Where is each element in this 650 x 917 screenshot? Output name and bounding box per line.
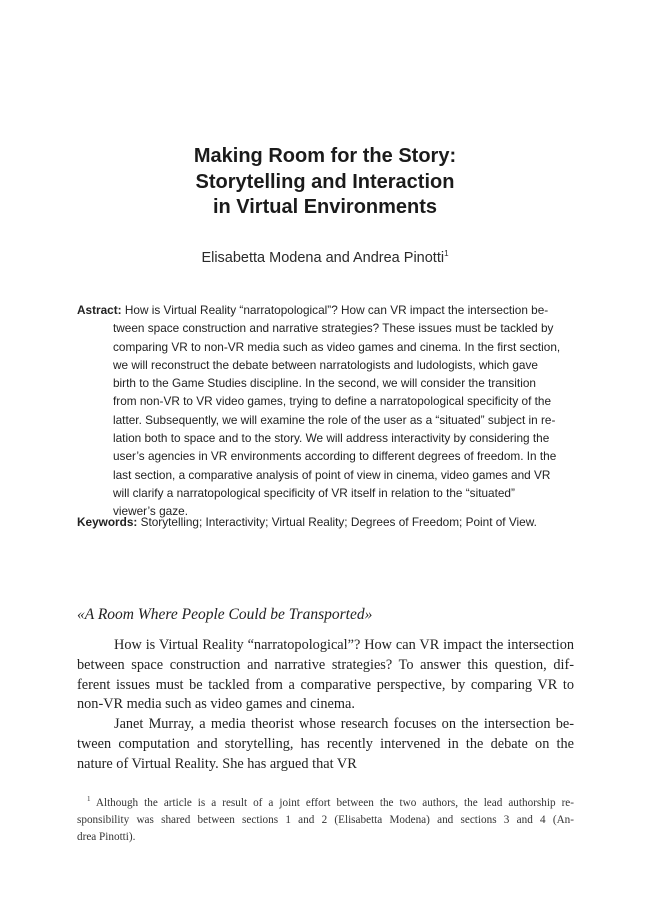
keywords	[77, 515, 577, 529]
body-line: between space construction and narrative strategies? To answer this question, dif-	[77, 656, 574, 673]
footnote-line	[77, 791, 574, 812]
body-line: non-VR media such as video games and cinema.	[77, 696, 355, 713]
footnote-text: Although the article is a result of a joint effort between the two authors, the lead authorship re-	[95, 797, 574, 809]
abstract-line: user’s agencies in VR environments according to different degrees of freedom. In the	[113, 449, 557, 464]
author-names: Elisabetta Modena and Andrea Pinotti	[201, 250, 445, 266]
keywords-text: Storytelling; Interactivity; Virtual Reality; Degrees of Freedom; Point of View.	[140, 515, 537, 529]
footnote-line: drea Pinotti).	[77, 831, 136, 843]
abstract-line: will clarify a narratopological specificity of VR itself in relation to the “situated”	[113, 485, 515, 500]
abstract-line: lation both to space and to the story. We will address interactivity by considering the	[113, 431, 550, 446]
abstract-line: we will reconstruct the debate between narratologists and ludologists, which gave	[113, 357, 538, 372]
title-line: Making Room for the Story:	[193, 145, 457, 167]
paper-title	[0, 144, 650, 221]
abstract-text: How is Virtual Reality “narratopological”? How can VR impact the intersection be-	[124, 303, 549, 317]
title-line: in Virtual Environments	[212, 196, 438, 218]
abstract	[77, 301, 573, 521]
footnote	[77, 791, 574, 846]
abstract-line: tween space construction and narrative strategies? These issues must be tackled by	[113, 321, 554, 336]
abstract-line: from non-VR to VR video games, trying to define a narratopological specificity of the	[113, 394, 552, 409]
body-line: nature of Virtual Reality. She has argued that VR	[77, 755, 357, 772]
footnote-line: sponsibility was shared between sections 1 and 2 (Elisabetta Modena) and sections 3 and 4 (An-	[77, 814, 574, 826]
title-line: Storytelling and Interaction	[195, 170, 455, 193]
body-text	[77, 636, 574, 775]
section-heading: «A Room Where People Could be Transported»	[77, 606, 373, 623]
abstract-line: last section, a comparative analysis of point of view in cinema, video games and VR	[113, 467, 551, 482]
abstract-label: Astract:	[77, 303, 122, 317]
body-line: How is Virtual Reality “narratopological”? How can VR impact the intersection	[114, 637, 574, 653]
keywords-label: Keywords:	[77, 515, 138, 529]
author-footnote-mark[interactable]: 1	[444, 249, 449, 258]
abstract-line: comparing VR to non-VR media such as video games and cinema. In the first section,	[113, 339, 561, 354]
body-line: ferent issues must be tackled from a comparative perspective, by comparing VR to	[77, 676, 574, 693]
author-line	[0, 249, 650, 266]
footnote-mark: 1	[87, 795, 91, 803]
body-line: Janet Murray, a media theorist whose research focuses on the intersection be-	[114, 716, 574, 733]
abstract-line: viewer’s gaze.	[113, 504, 188, 519]
abstract-line	[77, 301, 573, 319]
abstract-line: latter. Subsequently, we will examine the role of the user as a “situated” subject in re-	[113, 412, 556, 427]
body-line: tween computation and storytelling, has recently intervened in the debate on the	[77, 735, 574, 752]
abstract-line: birth to the Game Studies discipline. In the second, we will consider the transition	[113, 376, 536, 391]
